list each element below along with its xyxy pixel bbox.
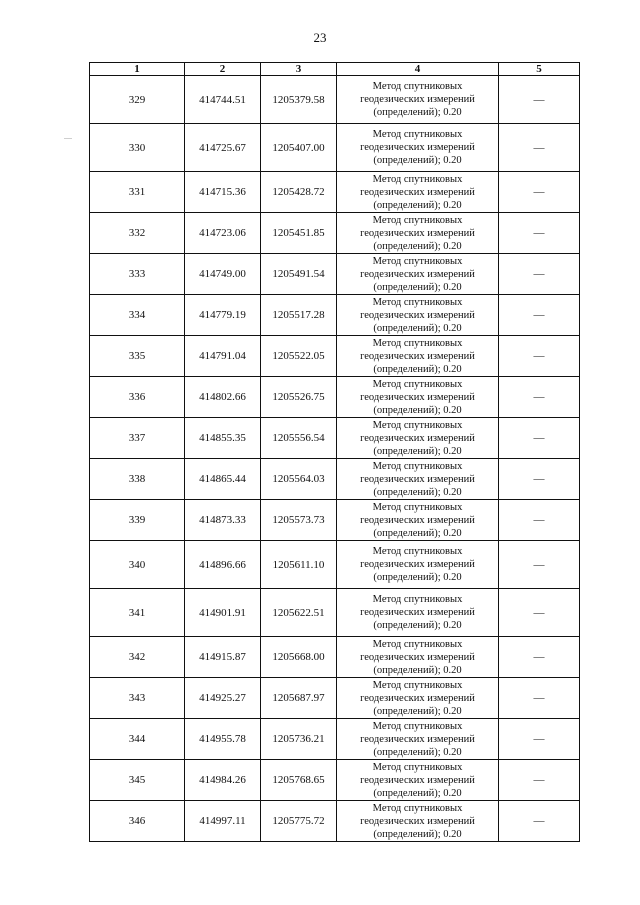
coord-y: 1205451.85	[261, 213, 337, 254]
table-row	[90, 678, 580, 719]
table-header-row	[90, 63, 580, 76]
coord-x: 414744.51	[185, 76, 261, 124]
table-row	[90, 459, 580, 500]
column-header-3: 3	[261, 63, 337, 76]
method-cell: Метод спутниковых геодезических измерений (определений); 0.20	[337, 295, 499, 336]
method-cell: Метод спутниковых геодезических измерений (определений); 0.20	[337, 377, 499, 418]
coord-y: 1205768.65	[261, 760, 337, 801]
coord-y: 1205517.28	[261, 295, 337, 336]
coord-y: 1205668.00	[261, 637, 337, 678]
point-number: 338	[90, 459, 185, 500]
col5-value: —	[499, 76, 580, 124]
table-row	[90, 254, 580, 295]
method-cell: Метод спутниковых геодезических измерений (определений); 0.20	[337, 213, 499, 254]
point-number: 339	[90, 500, 185, 541]
method-cell: Метод спутниковых геодезических измерений (определений); 0.20	[337, 76, 499, 124]
coord-y: 1205687.97	[261, 678, 337, 719]
col5-value: —	[499, 500, 580, 541]
table-row	[90, 541, 580, 589]
table-row	[90, 76, 580, 124]
coord-y: 1205526.75	[261, 377, 337, 418]
col5-value: —	[499, 459, 580, 500]
coord-y: 1205428.72	[261, 172, 337, 213]
coord-y: 1205611.10	[261, 541, 337, 589]
coord-x: 414873.33	[185, 500, 261, 541]
table-row	[90, 760, 580, 801]
point-number: 333	[90, 254, 185, 295]
table-row	[90, 172, 580, 213]
coord-x: 414791.04	[185, 336, 261, 377]
column-header-5: 5	[499, 63, 580, 76]
point-number: 344	[90, 719, 185, 760]
coord-x: 414984.26	[185, 760, 261, 801]
point-number: 335	[90, 336, 185, 377]
table-row	[90, 213, 580, 254]
point-number: 334	[90, 295, 185, 336]
table-row	[90, 801, 580, 842]
coord-y: 1205491.54	[261, 254, 337, 295]
method-cell: Метод спутниковых геодезических измерений (определений); 0.20	[337, 760, 499, 801]
method-cell: Метод спутниковых геодезических измерений (определений); 0.20	[337, 589, 499, 637]
method-cell: Метод спутниковых геодезических измерений (определений); 0.20	[337, 719, 499, 760]
method-cell: Метод спутниковых геодезических измерений (определений); 0.20	[337, 459, 499, 500]
point-number: 346	[90, 801, 185, 842]
coord-x: 414802.66	[185, 377, 261, 418]
coord-y: 1205407.00	[261, 124, 337, 172]
col5-value: —	[499, 760, 580, 801]
col5-value: —	[499, 172, 580, 213]
coord-y: 1205622.51	[261, 589, 337, 637]
scan-mark	[64, 138, 72, 139]
col5-value: —	[499, 336, 580, 377]
coord-x: 414915.87	[185, 637, 261, 678]
method-cell: Метод спутниковых геодезических измерений (определений); 0.20	[337, 678, 499, 719]
point-number: 330	[90, 124, 185, 172]
column-header-2: 2	[185, 63, 261, 76]
method-cell: Метод спутниковых геодезических измерений (определений); 0.20	[337, 418, 499, 459]
coord-x: 414779.19	[185, 295, 261, 336]
point-number: 331	[90, 172, 185, 213]
coord-x: 414715.36	[185, 172, 261, 213]
coord-x: 414865.44	[185, 459, 261, 500]
col5-value: —	[499, 377, 580, 418]
table-row	[90, 500, 580, 541]
table-row	[90, 418, 580, 459]
page-number: 23	[313, 30, 327, 45]
table-row	[90, 719, 580, 760]
col5-value: —	[499, 213, 580, 254]
point-number: 341	[90, 589, 185, 637]
table-row	[90, 336, 580, 377]
table-row	[90, 589, 580, 637]
method-cell: Метод спутниковых геодезических измерений (определений); 0.20	[337, 637, 499, 678]
coord-y: 1205564.03	[261, 459, 337, 500]
coordinates-table	[89, 62, 580, 842]
column-header-4: 4	[337, 63, 499, 76]
col5-value: —	[499, 541, 580, 589]
coord-y: 1205556.54	[261, 418, 337, 459]
method-cell: Метод спутниковых геодезических измерений (определений); 0.20	[337, 124, 499, 172]
coord-y: 1205736.21	[261, 719, 337, 760]
col5-value: —	[499, 418, 580, 459]
coord-x: 414725.67	[185, 124, 261, 172]
coord-x: 414896.66	[185, 541, 261, 589]
point-number: 337	[90, 418, 185, 459]
method-cell: Метод спутниковых геодезических измерений (определений); 0.20	[337, 336, 499, 377]
table-row	[90, 377, 580, 418]
col5-value: —	[499, 678, 580, 719]
coord-x: 414723.06	[185, 213, 261, 254]
method-cell: Метод спутниковых геодезических измерений (определений); 0.20	[337, 254, 499, 295]
coord-x: 414855.35	[185, 418, 261, 459]
col5-value: —	[499, 801, 580, 842]
method-cell: Метод спутниковых геодезических измерений (определений); 0.20	[337, 172, 499, 213]
point-number: 345	[90, 760, 185, 801]
col5-value: —	[499, 719, 580, 760]
point-number: 336	[90, 377, 185, 418]
point-number: 332	[90, 213, 185, 254]
col5-value: —	[499, 295, 580, 336]
col5-value: —	[499, 124, 580, 172]
coord-y: 1205775.72	[261, 801, 337, 842]
table-row	[90, 124, 580, 172]
coord-x: 414749.00	[185, 254, 261, 295]
point-number: 340	[90, 541, 185, 589]
coord-x: 414925.27	[185, 678, 261, 719]
coord-y: 1205522.05	[261, 336, 337, 377]
col5-value: —	[499, 589, 580, 637]
coord-x: 414955.78	[185, 719, 261, 760]
table-row	[90, 637, 580, 678]
point-number: 342	[90, 637, 185, 678]
coord-x: 414901.91	[185, 589, 261, 637]
coord-x: 414997.11	[185, 801, 261, 842]
point-number: 343	[90, 678, 185, 719]
table-row	[90, 295, 580, 336]
coord-y: 1205573.73	[261, 500, 337, 541]
method-cell: Метод спутниковых геодезических измерений (определений); 0.20	[337, 541, 499, 589]
method-cell: Метод спутниковых геодезических измерений (определений); 0.20	[337, 500, 499, 541]
coord-y: 1205379.58	[261, 76, 337, 124]
point-number: 329	[90, 76, 185, 124]
method-cell: Метод спутниковых геодезических измерений (определений); 0.20	[337, 801, 499, 842]
col5-value: —	[499, 637, 580, 678]
column-header-1: 1	[90, 63, 185, 76]
col5-value: —	[499, 254, 580, 295]
